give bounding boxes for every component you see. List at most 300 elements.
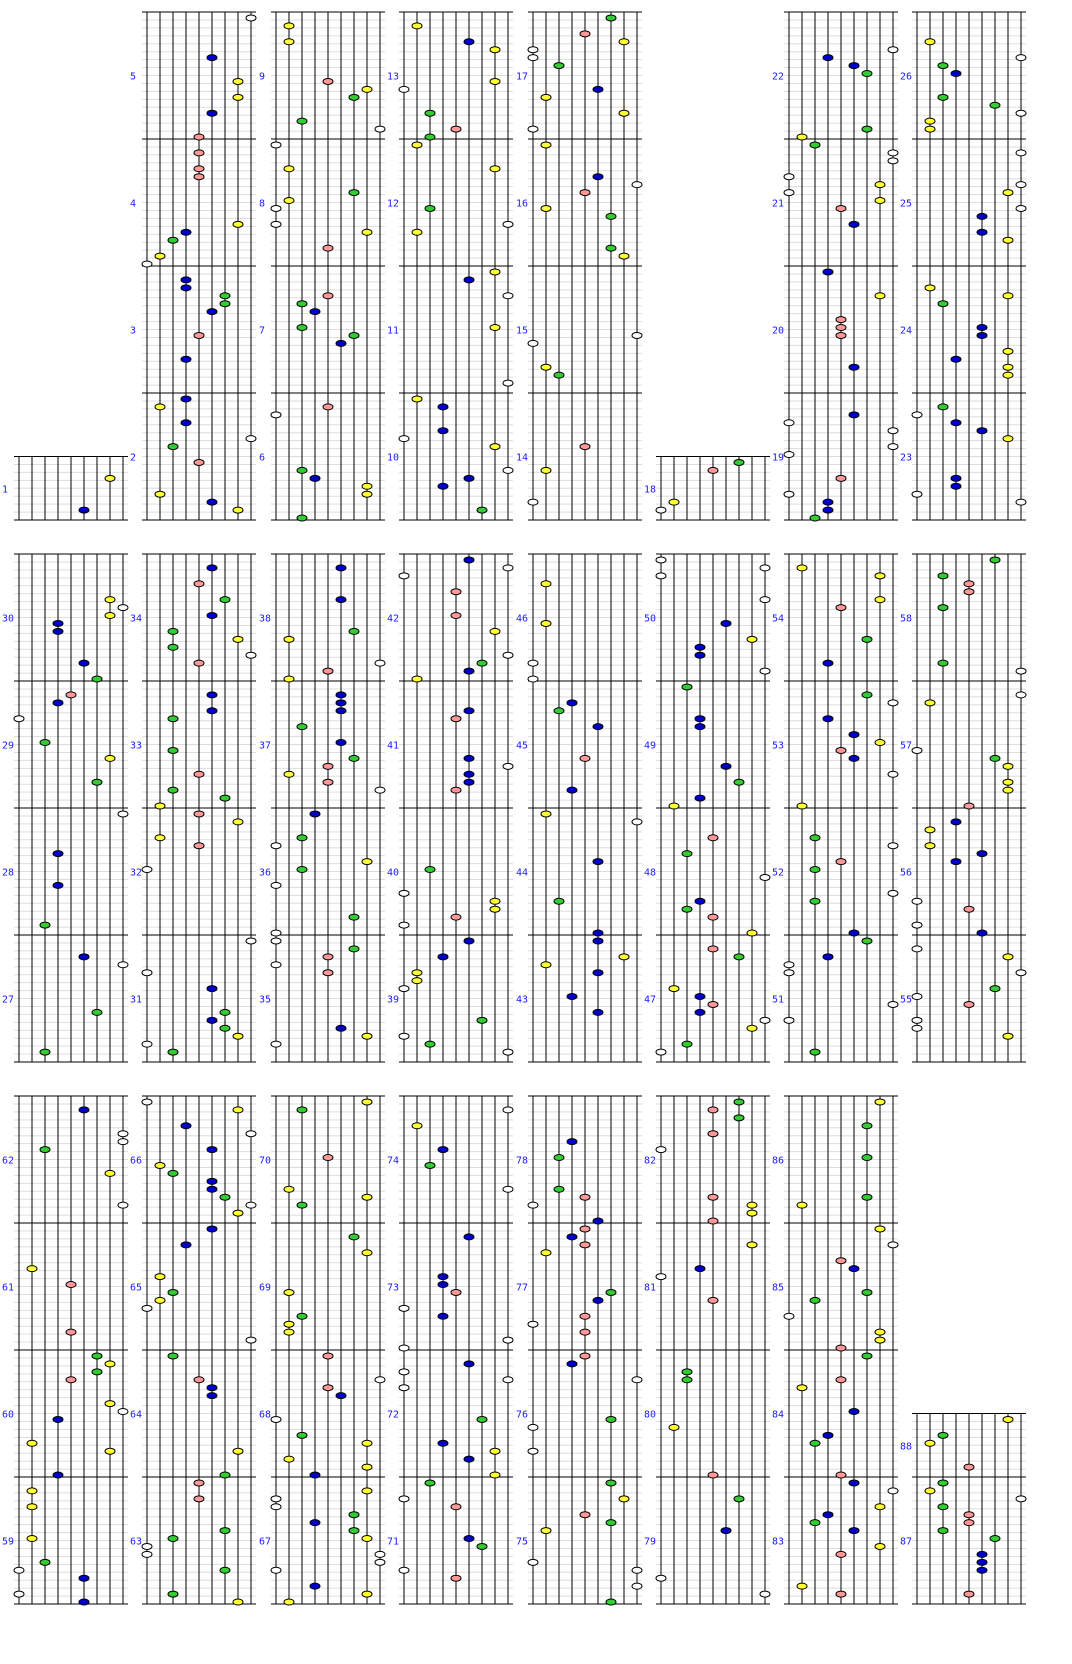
note-marker [554,898,564,904]
chart-column [516,554,642,1062]
note-marker [1016,55,1026,61]
note-marker [168,1289,178,1295]
note-marker [477,1416,487,1422]
note-marker [297,467,307,473]
note-marker [784,1313,794,1319]
note-marker [14,1591,24,1597]
note-marker [541,620,551,626]
note-marker [695,1009,705,1015]
note-marker [284,771,294,777]
note-marker [541,467,551,473]
note-marker [412,142,422,148]
note-marker [464,475,474,481]
note-marker [528,340,538,346]
note-marker [194,134,204,140]
note-marker [567,700,577,706]
measure-number: 4 [130,198,137,210]
note-marker [412,1123,422,1129]
measure-number: 21 [772,198,785,210]
measure-number: 77 [516,1282,529,1294]
measure-number: 49 [644,740,657,752]
measure-number: 83 [772,1536,785,1548]
note-marker [760,597,770,603]
note-marker [593,970,603,976]
note-marker [977,1567,987,1573]
measure-number: 65 [130,1282,143,1294]
note-marker [1016,110,1026,116]
note-marker [682,1369,692,1375]
note-marker [118,962,128,968]
note-marker [105,597,115,603]
note-marker [168,1170,178,1176]
note-marker [656,1274,666,1280]
note-marker [412,229,422,235]
note-marker [925,700,935,706]
note-marker [40,740,50,746]
note-marker [912,946,922,952]
note-marker [580,31,590,37]
note-marker [194,843,204,849]
note-marker [541,1528,551,1534]
measure-number: 36 [259,867,272,879]
measure-number: 64 [130,1409,143,1421]
note-marker [118,605,128,611]
chart-column [644,1096,770,1604]
note-marker [375,1559,385,1565]
note-marker [155,1162,165,1168]
note-marker [1016,205,1026,211]
note-marker [784,962,794,968]
note-marker [490,269,500,275]
note-marker [862,938,872,944]
note-marker [349,1512,359,1518]
note-marker [503,1107,513,1113]
note-marker [925,118,935,124]
note-marker [912,922,922,928]
note-marker [490,898,500,904]
note-marker [888,843,898,849]
note-marker [284,23,294,29]
chart-column [900,554,1026,1062]
note-marker [233,1210,243,1216]
note-marker [336,700,346,706]
note-marker [1016,692,1026,698]
note-marker [951,859,961,865]
note-marker [1016,668,1026,674]
measure-number: 73 [387,1282,400,1294]
note-marker [567,1234,577,1240]
note-marker [977,325,987,331]
measure-number: 55 [900,994,913,1006]
note-marker [606,1480,616,1486]
note-marker [362,1250,372,1256]
note-marker [412,23,422,29]
note-marker [362,1099,372,1105]
note-marker [1016,1496,1026,1502]
note-marker [438,1274,448,1280]
note-marker [451,589,461,595]
measure-number: 66 [130,1155,143,1167]
note-marker [951,71,961,77]
measure-number: 82 [644,1155,657,1167]
measure-number: 81 [644,1282,657,1294]
note-marker [362,1194,372,1200]
note-marker [349,332,359,338]
note-marker [362,483,372,489]
note-marker [194,150,204,156]
measure-number: 47 [644,994,657,1006]
note-marker [1003,763,1013,769]
note-marker [425,1041,435,1047]
note-marker [1003,348,1013,354]
note-marker [656,1575,666,1581]
note-marker [938,404,948,410]
note-marker [1003,190,1013,196]
note-marker [233,78,243,84]
note-marker [862,1123,872,1129]
note-marker [695,644,705,650]
note-marker [695,652,705,658]
note-marker [580,1512,590,1518]
note-marker [168,1591,178,1597]
measure-number: 3 [130,325,137,337]
note-marker [797,1583,807,1589]
note-marker [412,970,422,976]
note-marker [656,573,666,579]
note-marker [362,86,372,92]
measure-number: 25 [900,198,913,210]
note-marker [760,565,770,571]
note-marker [284,198,294,204]
note-marker [399,1385,409,1391]
note-marker [142,1551,152,1557]
note-marker [464,1361,474,1367]
note-marker [66,692,76,698]
measure-number: 76 [516,1409,529,1421]
note-marker [362,1440,372,1446]
note-marker [207,692,217,698]
note-marker [503,565,513,571]
note-marker [810,867,820,873]
note-marker [323,404,333,410]
note-marker [464,277,474,283]
note-marker [349,628,359,634]
note-marker [284,1329,294,1335]
note-marker [632,1567,642,1573]
note-marker [849,755,859,761]
note-marker [399,1345,409,1351]
note-marker [155,253,165,259]
note-marker [580,1242,590,1248]
note-marker [297,118,307,124]
note-marker [747,930,757,936]
note-marker [105,613,115,619]
note-marker [194,1496,204,1502]
note-marker [336,692,346,698]
note-marker [669,499,679,505]
note-marker [168,1353,178,1359]
note-marker [849,1480,859,1486]
note-marker [297,867,307,873]
note-marker [323,668,333,674]
note-marker [554,1155,564,1161]
note-marker [284,1321,294,1327]
note-marker [912,994,922,1000]
note-marker [220,1025,230,1031]
note-marker [938,94,948,100]
note-marker [656,557,666,563]
note-marker [142,1099,152,1105]
note-marker [669,1424,679,1430]
note-marker [823,269,833,275]
note-marker [1003,436,1013,442]
note-marker [451,914,461,920]
note-marker [181,285,191,291]
chart-column [2,1096,128,1605]
note-marker [1003,372,1013,378]
measure-number: 20 [772,325,785,337]
note-marker [271,930,281,936]
measure-number: 68 [259,1409,272,1421]
note-marker [233,94,243,100]
note-marker [721,620,731,626]
note-marker [541,94,551,100]
note-marker [168,787,178,793]
note-marker [823,1432,833,1438]
note-marker [875,573,885,579]
note-marker [528,55,538,61]
note-marker [925,126,935,132]
note-marker [567,1361,577,1367]
note-marker [92,1353,102,1359]
note-marker [220,1472,230,1478]
note-marker [399,436,409,442]
note-marker [233,221,243,227]
note-marker [708,1218,718,1224]
note-marker [399,86,409,92]
note-marker [606,245,616,251]
measure-number: 75 [516,1536,529,1548]
chart-column [387,12,513,520]
note-marker [823,954,833,960]
chart-column [387,554,513,1062]
measure-number: 31 [130,994,143,1006]
note-marker [412,396,422,402]
note-marker [349,94,359,100]
note-marker [888,47,898,53]
note-marker [964,803,974,809]
note-marker [464,557,474,563]
note-marker [862,636,872,642]
note-marker [310,1520,320,1526]
note-marker [336,565,346,571]
note-marker [784,190,794,196]
note-marker [451,1575,461,1581]
note-marker [310,1472,320,1478]
note-marker [181,396,191,402]
note-marker [990,755,1000,761]
measure-number: 13 [387,71,400,83]
measure-number: 63 [130,1536,143,1548]
note-marker [632,1583,642,1589]
note-marker [53,700,63,706]
note-marker [836,475,846,481]
note-marker [836,205,846,211]
measure-number: 45 [516,740,529,752]
note-marker [220,1194,230,1200]
note-marker [79,660,89,666]
note-marker [721,763,731,769]
note-marker [118,1202,128,1208]
note-marker [619,1496,629,1502]
note-marker [541,142,551,148]
note-marker [1003,787,1013,793]
chart-column [644,554,770,1062]
note-marker [888,1242,898,1248]
note-marker [503,221,513,227]
note-marker [836,332,846,338]
note-marker [1003,1416,1013,1422]
note-marker [528,660,538,666]
note-marker [836,747,846,753]
note-marker [477,507,487,513]
note-marker [349,946,359,952]
note-marker [53,1472,63,1478]
note-marker [464,1536,474,1542]
note-marker [271,412,281,418]
note-marker [1003,293,1013,299]
chart-column [130,12,256,520]
note-marker [875,1099,885,1105]
note-marker [399,890,409,896]
note-marker [336,597,346,603]
note-marker [207,1385,217,1391]
note-marker [207,613,217,619]
note-marker [1003,237,1013,243]
measure-number: 58 [900,613,913,625]
note-marker [925,285,935,291]
note-marker [168,644,178,650]
note-marker [528,676,538,682]
note-marker [580,1313,590,1319]
note-marker [399,1496,409,1502]
note-marker [233,1599,243,1605]
measure-number: 69 [259,1282,272,1294]
note-marker [541,581,551,587]
note-marker [541,205,551,211]
note-marker [593,86,603,92]
note-marker [503,1049,513,1055]
note-marker [977,213,987,219]
note-marker [977,1559,987,1565]
note-marker [220,1528,230,1534]
note-marker [181,420,191,426]
note-marker [425,1162,435,1168]
note-marker [734,779,744,785]
note-marker [438,1147,448,1153]
note-marker [297,1202,307,1208]
note-marker [606,213,616,219]
note-marker [977,332,987,338]
note-marker [207,1226,217,1232]
note-marker [168,716,178,722]
note-marker [734,1115,744,1121]
measure-number: 53 [772,740,785,752]
note-marker [593,1218,603,1224]
note-marker [425,1480,435,1486]
note-marker [142,1543,152,1549]
note-marker [207,565,217,571]
note-marker [66,1282,76,1288]
note-marker [632,1377,642,1383]
note-marker [155,404,165,410]
note-marker [399,986,409,992]
chart-column [259,1096,385,1605]
note-marker [951,420,961,426]
note-marker [118,1131,128,1137]
note-marker [656,507,666,513]
note-marker [155,1297,165,1303]
note-marker [810,835,820,841]
note-marker [708,1297,718,1303]
note-marker [490,78,500,84]
note-marker [464,1456,474,1462]
note-marker [528,47,538,53]
note-marker [349,1234,359,1240]
note-marker [53,1416,63,1422]
note-marker [323,78,333,84]
note-marker [528,1424,538,1430]
note-marker [207,309,217,315]
note-marker [695,795,705,801]
note-marker [284,166,294,172]
note-marker [271,1496,281,1502]
note-marker [194,174,204,180]
note-marker [336,708,346,714]
note-marker [477,1543,487,1549]
note-marker [233,1033,243,1039]
chart-column [2,554,128,1062]
note-marker [142,867,152,873]
note-marker [375,1551,385,1557]
note-marker [233,1448,243,1454]
note-marker [271,142,281,148]
note-marker [964,906,974,912]
note-marker [464,39,474,45]
note-marker [181,277,191,283]
note-marker [656,1147,666,1153]
note-marker [271,1504,281,1510]
note-marker [528,499,538,505]
measure-number: 24 [900,325,913,337]
note-marker [567,787,577,793]
note-marker [246,1131,256,1137]
note-marker [79,954,89,960]
note-marker [938,1432,948,1438]
note-marker [593,859,603,865]
note-marker [849,63,859,69]
note-marker [593,1009,603,1015]
note-marker [606,1520,616,1526]
note-marker [207,1017,217,1023]
note-marker [580,190,590,196]
note-marker [438,483,448,489]
note-marker [490,628,500,634]
note-marker [593,174,603,180]
measure-number: 7 [259,325,266,337]
note-marker [964,1001,974,1007]
note-marker [220,1009,230,1015]
